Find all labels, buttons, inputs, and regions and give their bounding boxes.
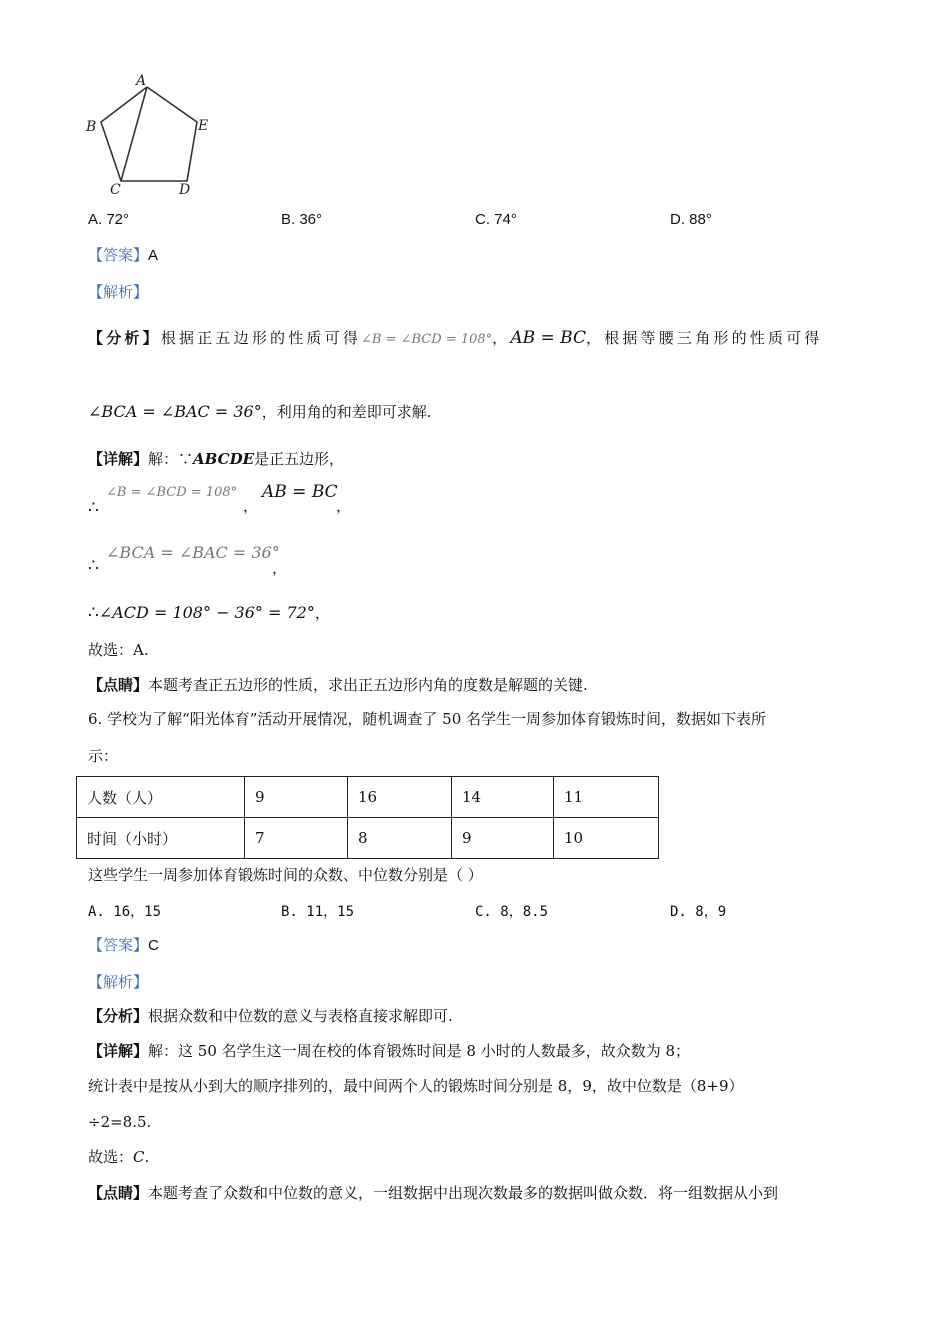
answer-tag: 【答案】: [88, 936, 149, 954]
q5-answer-line: [88, 245, 158, 266]
therefore-2: ∴: [88, 556, 99, 576]
q6-choice-prefix: 故选：: [88, 1148, 134, 1166]
q5-comment-line: [88, 675, 588, 695]
fenxi-math2: AB = BC: [510, 328, 586, 348]
q6-detail-text1: 解：这 50 名学生这一周在校的体育锻炼时间是 8 小时的人数最多，故众数为 8；: [148, 1042, 691, 1060]
q5-detail-line: [88, 449, 344, 469]
table-cell: 7: [245, 818, 348, 859]
fenxi-tag: 【分析】: [88, 329, 161, 347]
detail-tag: 【详解】: [88, 1042, 149, 1060]
q5-option-c: C. 74°: [475, 211, 517, 228]
q6-choice-line: [88, 1147, 149, 1167]
detail-shape: ABCDE: [193, 450, 255, 468]
answer-tag: 【答案】: [88, 246, 149, 264]
fenxi-comma: ，: [492, 329, 511, 347]
q6-analysis-tag: 【解析】: [88, 973, 149, 991]
detail-intro: 解：∵: [148, 450, 194, 468]
pentagon-figure: [80, 70, 220, 200]
q6-answer-line: [88, 935, 159, 956]
q6-choice-letter: C: [133, 1148, 145, 1166]
vertex-label-b: B: [86, 119, 97, 135]
table-cell: 16: [348, 777, 452, 818]
detail-intro2: 是正五边形，: [254, 450, 345, 468]
q6-detail-line2: 统计表中是按从小到大的顺序排列的，最中间两个人的锻炼时间分别是 8，9，故中位数是（8+9）: [88, 1077, 744, 1095]
q6-option-b: B. 11，15: [281, 904, 355, 920]
vertex-label-a: A: [136, 73, 147, 89]
step1-math: ∠B = ∠BCD = 108°: [106, 485, 238, 500]
q5-fenxi-line: [88, 328, 823, 350]
table-cell: 8: [348, 818, 452, 859]
comment-tag: 【点睛】: [88, 1184, 149, 1202]
step2-end: ，: [272, 559, 288, 577]
q5-choice: 故选：A.: [88, 641, 149, 659]
step1-math2: AB = BC: [262, 482, 338, 502]
data-table: [76, 776, 659, 859]
q5-comment-text: 本题考查正五边形的性质，求出正五边形内角的度数是解题的关键.: [148, 676, 588, 694]
q6-comment-text: 本题考查了众数和中位数的意义，一组数据中出现次数最多的数据叫做众数．将一组数据从小到: [148, 1184, 779, 1202]
table-cell: 9: [245, 777, 348, 818]
table-row: [77, 818, 659, 859]
therefore-3: ∴: [88, 603, 99, 623]
fenxi-text2: ，根据等腰三角形的性质可得: [586, 329, 823, 347]
step2-math: ∠BCA = ∠BAC = 36°: [106, 543, 280, 562]
fenxi-tag: 【分析】: [88, 1007, 149, 1025]
table-cell: 11: [554, 777, 659, 818]
q5-answer: A: [148, 247, 159, 264]
table-cell: 时间（小时）: [77, 818, 245, 859]
q6-answer: C: [148, 937, 159, 954]
vertex-label-d: D: [179, 182, 191, 198]
q6-comment-line: [88, 1183, 778, 1203]
vertex-label-e: E: [198, 118, 209, 134]
q5-option-a: A. 72°: [88, 211, 130, 228]
q6-question: 这些学生一周参加体育锻炼时间的众数、中位数分别是（ ）: [88, 866, 483, 884]
detail-tag: 【详解】: [88, 450, 149, 468]
q5-fenxi-line2: [88, 402, 432, 422]
q6-fenxi-text: 根据众数和中位数的意义与表格直接求解即可.: [148, 1007, 453, 1025]
q6-stem-line1: 6. 学校为了解“阳光体育”活动开展情况，随机调查了 50 名学生一周参加体育锻炼时间，数据如下表所: [88, 710, 767, 728]
table-cell: 9: [452, 818, 554, 859]
table-cell: 人数（人）: [77, 777, 245, 818]
comment-tag: 【点睛】: [88, 676, 149, 694]
vertex-label-c: C: [110, 182, 121, 198]
q6-option-d: D. 8，9: [670, 904, 727, 920]
q5-option-b: B. 36°: [281, 211, 323, 228]
step3-math: ∠ACD = 108° − 36° = 72°: [98, 603, 315, 622]
fenxi-text3: ，利用角的和差即可求解.: [261, 403, 432, 421]
q6-detail-line1: [88, 1041, 690, 1061]
table-cell: 10: [554, 818, 659, 859]
q6-fenxi-line: [88, 1006, 453, 1026]
table-cell: 14: [452, 777, 554, 818]
therefore-1: ∴: [88, 498, 99, 518]
q5-option-d: D. 88°: [670, 211, 712, 228]
fenxi-text1: 根据正五边形的性质可得: [160, 329, 362, 347]
q6-choice-end: .: [144, 1148, 150, 1166]
step3-end: ，: [314, 604, 330, 622]
step1-sep: ，: [243, 497, 259, 515]
q6-detail-line3: ÷2=8.5.: [88, 1113, 152, 1131]
step1-end: ，: [336, 497, 352, 515]
table-row: [77, 777, 659, 818]
q6-option-c: C. 8，8.5: [475, 904, 549, 920]
fenxi-math3: ∠BCA = ∠BAC = 36°: [88, 402, 262, 421]
q6-option-a: A. 16，15: [88, 904, 162, 920]
q5-analysis-tag: 【解析】: [88, 283, 149, 301]
step3-line: [88, 603, 330, 623]
fenxi-math1: ∠B = ∠BCD = 108°: [361, 332, 493, 347]
q6-stem-line2: 示：: [88, 747, 119, 765]
